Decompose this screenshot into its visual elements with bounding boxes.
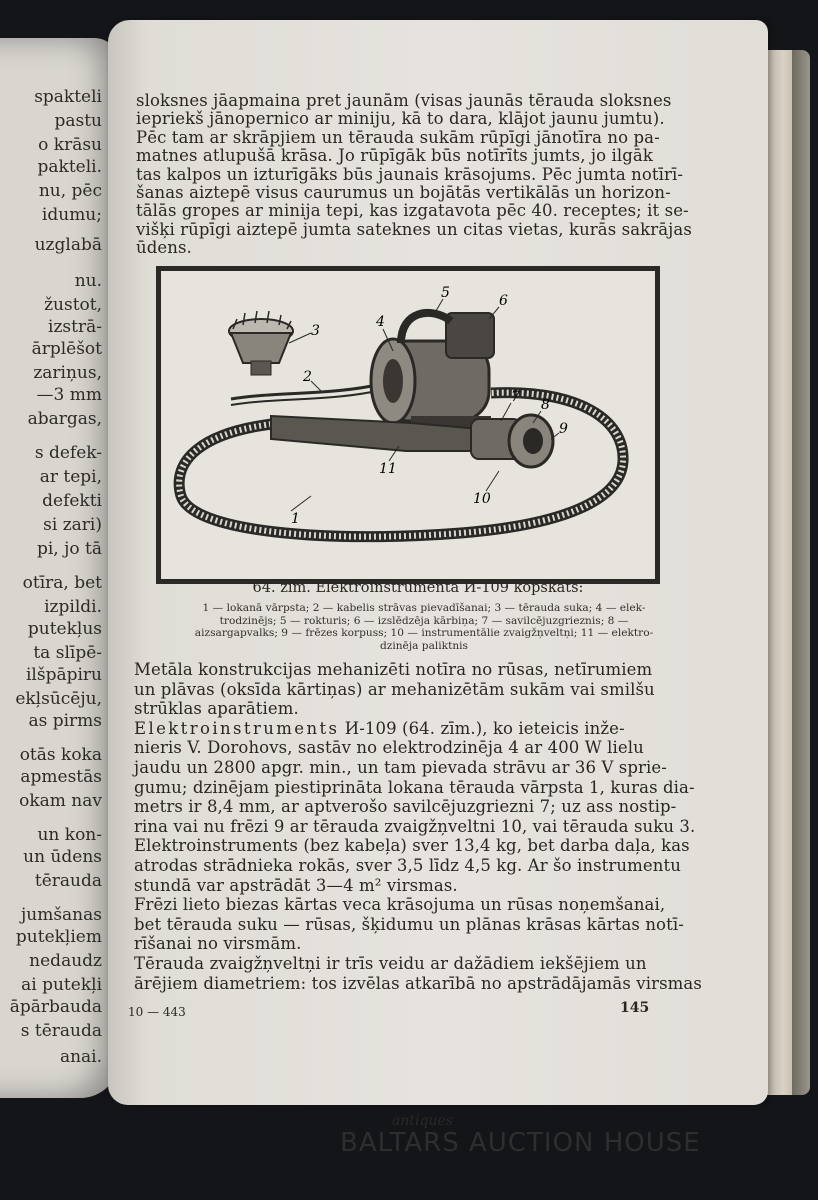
figure-label-9: 9 bbox=[559, 421, 568, 437]
left-page-line: zariņus, bbox=[33, 363, 102, 383]
left-page-line: un kon- bbox=[37, 825, 102, 845]
book-cover-edge bbox=[792, 50, 810, 1095]
text-line: bet tērauda suku — rūsas, šķidumu un plānas krāsas kārtas notī- bbox=[134, 914, 684, 934]
left-page-line: si zari) bbox=[43, 515, 102, 535]
left-page-line: jumšanas bbox=[20, 905, 102, 925]
text-line: stundā var apstrādāt 3—4 m² virsmas. bbox=[134, 875, 458, 895]
legend-line: aizsargapvalks; 9 — frēzes korpuss; 10 — instrumentālie zvaigžņveltņi; 11 — elektro- bbox=[194, 627, 654, 639]
figure-caption: 64. zīm. Elektroinstrumenta И-109 kopskats: bbox=[252, 580, 584, 596]
left-page-line: āpārbauda bbox=[9, 997, 102, 1017]
figure-legend bbox=[138, 602, 710, 652]
body-text bbox=[134, 660, 709, 993]
text-line: iepriekš jānopernico ar miniju, kā to dara, klājot jaunu jumtu). bbox=[136, 109, 665, 129]
text-line: un plāvas (oksīda kārtiņas) ar mehanizētām sukām vai smilšu bbox=[134, 679, 655, 699]
legend-line: 1 — lokanā vārpsta; 2 — kabelis strāvas pievadīšanai; 3 — tērauda suka; 4 — elek- bbox=[202, 602, 646, 614]
left-page-line: uzglabā bbox=[34, 235, 102, 255]
left-page-line: un ūdens bbox=[23, 847, 102, 867]
left-page-line: s defek- bbox=[34, 443, 102, 463]
left-page-line: idumu; bbox=[41, 205, 102, 225]
figure-label-3: 3 bbox=[311, 323, 320, 339]
text-line: Metāla konstrukcijas mehanizēti notīra no rūsas, netīrumiem bbox=[134, 660, 653, 679]
text-line: tālās gropes ar minija tepi, kas izgatavota pēc 40. receptes; it se- bbox=[136, 201, 689, 221]
left-page-line: ta slīpē- bbox=[33, 643, 102, 663]
text-line: Tērauda zvaigžņveltņi ir trīs veidu ar dažādiem iekšējiem un bbox=[134, 953, 647, 973]
figure-label-11: 11 bbox=[379, 461, 397, 477]
text-line: matnes atlupušā krāsa. Jo rūpīgāk būs notīrīts jumts, jo ilgāk bbox=[136, 146, 653, 166]
left-page-line: izstrā- bbox=[48, 317, 102, 337]
left-page-line: putekļiem bbox=[15, 927, 102, 947]
electroinstrument-illustration bbox=[161, 271, 645, 569]
printer-signature: 10 — 443 bbox=[128, 1005, 186, 1019]
figure-label-2: 2 bbox=[303, 369, 312, 385]
left-page-line: otīra, bet bbox=[22, 573, 102, 593]
figure-label-10: 10 bbox=[473, 491, 491, 507]
left-page-line: pi, jo tā bbox=[36, 539, 102, 559]
left-page-line: tērauda bbox=[34, 871, 102, 891]
left-page-line: anai. bbox=[59, 1047, 102, 1067]
left-page-line: otās koka bbox=[19, 745, 102, 765]
left-page-line: apmestās bbox=[20, 767, 102, 787]
left-page-line: pakteli. bbox=[37, 157, 102, 177]
text-line: rina vai nu frēzi 9 ar tērauda zvaigžņveltni 10, vai tērauda suku 3. bbox=[134, 816, 696, 836]
text-line: Elektroinstruments (bez kabeļa) sver 13,4 kg, bet darba daļa, kas bbox=[134, 836, 690, 856]
left-page-line: ilšpāpiru bbox=[25, 665, 102, 685]
text-line: strūklas aparātiem. bbox=[134, 699, 299, 719]
left-page bbox=[0, 38, 120, 1098]
text-line: ārējiem diametriem: tos izvēlas atkarībā no apstrādājamās virsmas bbox=[134, 973, 702, 993]
figure-label-1: 1 bbox=[291, 511, 300, 527]
top-paragraph bbox=[136, 92, 706, 258]
left-page-line: —3 mm bbox=[36, 385, 102, 405]
left-page-line: ar tepi, bbox=[39, 467, 102, 487]
figure-label-5: 5 bbox=[441, 285, 450, 301]
left-page-line: spakteli bbox=[34, 87, 102, 107]
legend-line: dzinēja paliktnis bbox=[379, 639, 468, 652]
text-line: nieris V. Dorohovs, sastāv no elektrodzinēja 4 ar 400 W lielu bbox=[134, 738, 644, 758]
cable bbox=[231, 383, 386, 399]
watermark: BALTARS AUCTION HOUSE bbox=[340, 1128, 701, 1158]
left-page-line: abargas, bbox=[27, 409, 102, 429]
figure-label-7: 7 bbox=[511, 389, 520, 405]
left-page-line: nedaudz bbox=[29, 951, 102, 971]
text-line: metrs ir 8,4 mm, ar aptverošo savilcējuzgriezni 7; uz ass nostip- bbox=[134, 797, 677, 817]
paragraph-lead-line bbox=[134, 719, 709, 739]
left-page-line: ekļsūcēju, bbox=[15, 689, 102, 709]
page-number: 145 bbox=[620, 1000, 650, 1016]
text-line: ūdens. bbox=[136, 238, 192, 258]
left-page-line: ārplēšot bbox=[31, 339, 102, 359]
text-line: sloksnes jāapmaina pret jaunām (visas jaunās tērauda sloksnes bbox=[136, 91, 672, 110]
figure-label-4: 4 bbox=[376, 314, 385, 330]
figure-label-6: 6 bbox=[499, 293, 508, 309]
text-line: atrodas strādnieka rokās, sver 3,5 līdz 4,5 kg. Ar šo instrumentu bbox=[134, 855, 681, 875]
left-page-line: nu, pēc bbox=[38, 181, 102, 201]
figure-label-8: 8 bbox=[541, 397, 550, 413]
wire-brush bbox=[229, 311, 293, 375]
left-page-line: izpildi. bbox=[44, 597, 102, 617]
electric-motor bbox=[371, 313, 494, 428]
left-page-line: okam nav bbox=[19, 791, 102, 811]
spaced-term: Elektroinstruments bbox=[134, 718, 340, 738]
text-line: višķi rūpīgi aiztepē jumta sateknes un citas vietas, kurās sakrājas bbox=[136, 219, 692, 239]
text-line: tas kalpos un izturīgāks būs jaunais krāsojums. Pēc jumta notīrī- bbox=[136, 164, 684, 184]
left-page-line: žustot, bbox=[44, 295, 102, 315]
text-line: jaudu un 2800 apgr. min., un tam pievada strāvu ar 36 V sprie- bbox=[134, 757, 667, 777]
left-page-line: o krāsu bbox=[38, 135, 102, 155]
left-page-line: pastu bbox=[54, 111, 102, 131]
text-line: Frēzi lieto biezas kārtas veca krāsojuma un rūsas noņemšanai, bbox=[134, 895, 666, 915]
figure-64 bbox=[156, 266, 660, 584]
legend-line: trodzinējs; 5 — rokturis; 6 — izslēdzēja kārbiņa; 7 — savilcējuzgrieznis; 8 — bbox=[219, 614, 629, 627]
tool-head bbox=[271, 415, 553, 467]
left-page-line: putekļus bbox=[27, 619, 102, 639]
left-page-line: nu. bbox=[74, 271, 102, 291]
text-line: Pēc tam ar skrāpjiem un tērauda sukām rūpīgi jānotīra no pa- bbox=[136, 127, 660, 147]
text-line: šanas aiztepē visus caurumus un bojātās vertikālās un horizon- bbox=[136, 183, 671, 203]
watermark-subtext: antiques bbox=[392, 1113, 453, 1129]
left-page-line: s tērauda bbox=[20, 1021, 102, 1041]
lead-line-rest: И-109 (64. zīm.), ko ieteicis inže- bbox=[339, 718, 625, 738]
text-line: gumu; dzinējam piestiprināta lokana tērauda vārpsta 1, kuras dia- bbox=[134, 777, 695, 797]
left-page-line: as pirms bbox=[28, 711, 102, 731]
text-line: rīšanai no virsmām. bbox=[134, 934, 302, 954]
left-page-line: ai putekļi bbox=[21, 975, 102, 995]
right-page bbox=[108, 20, 768, 1105]
left-page-line: defekti bbox=[42, 491, 102, 511]
